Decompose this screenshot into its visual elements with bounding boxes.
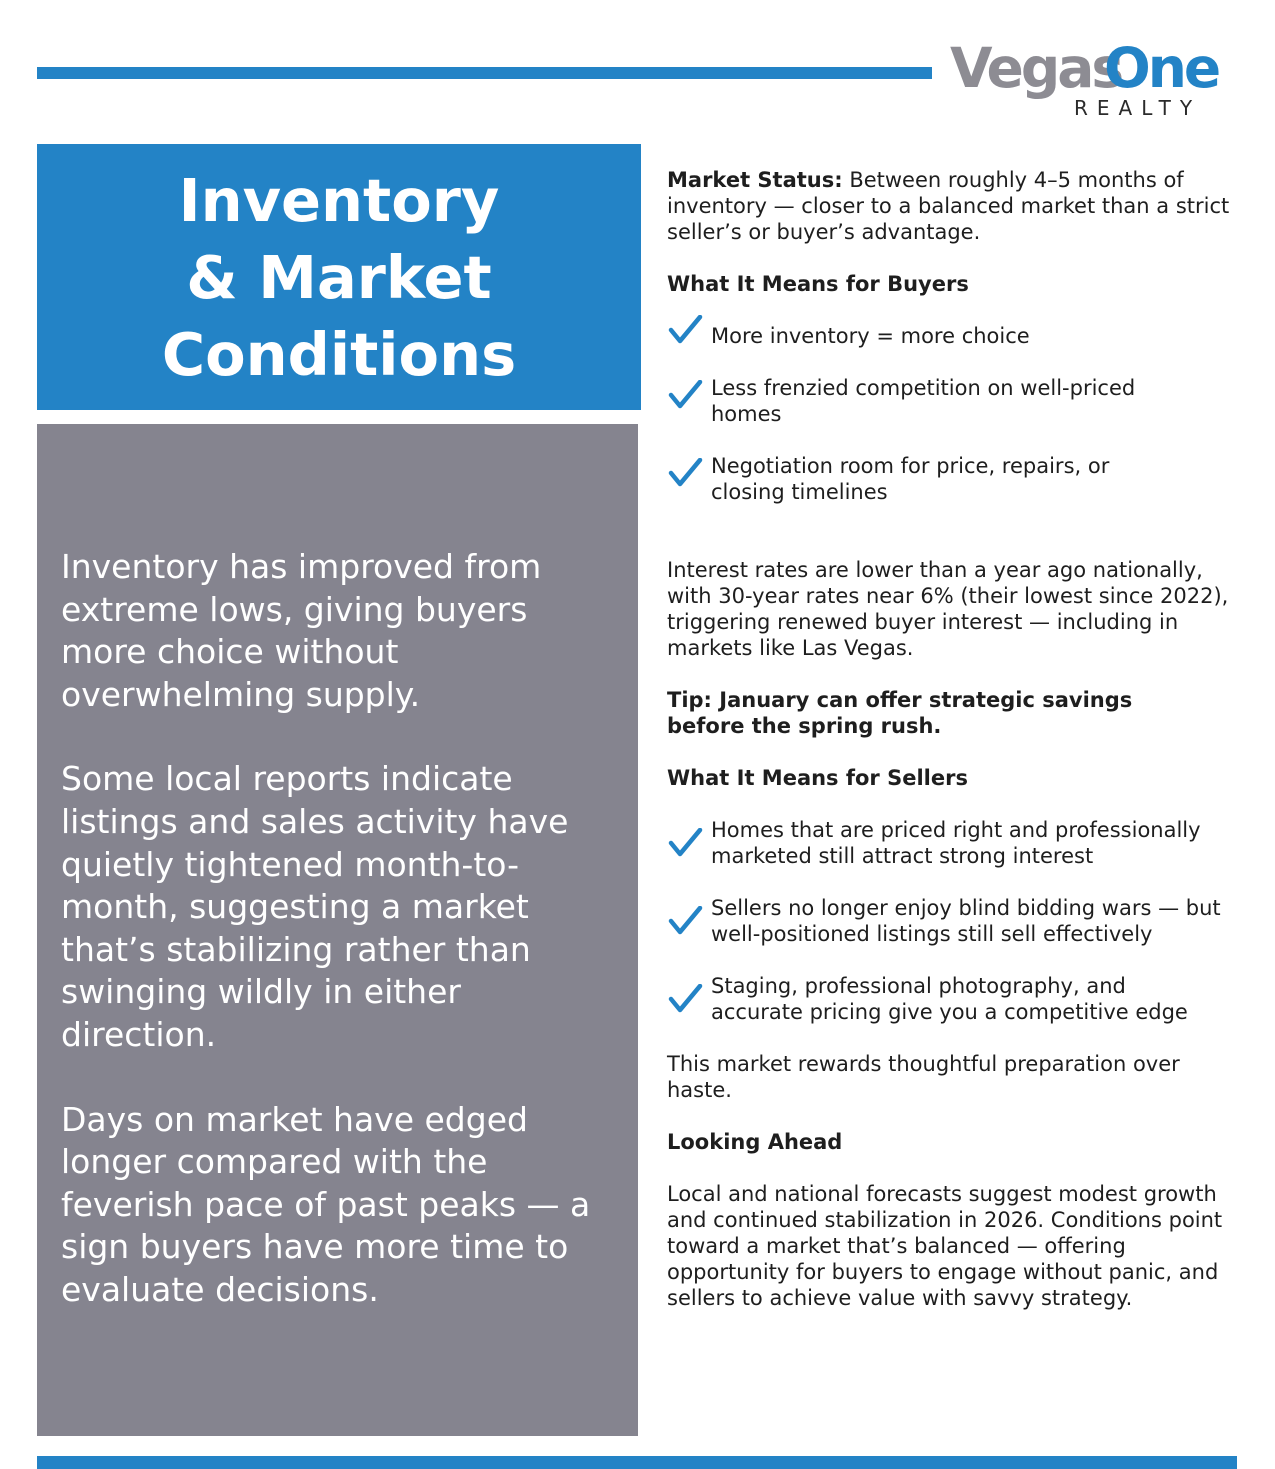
checkmark-icon: [667, 984, 703, 1014]
logo-realty-text: REALTY: [1074, 96, 1202, 120]
market-details-column: [667, 167, 1247, 1311]
page-title: [162, 162, 516, 393]
buyer-benefit-text: Less frenzied competition on well-priced homes: [711, 376, 1136, 426]
logo-vegas-text: Vegas: [950, 36, 1122, 100]
summary-paragraph: Inventory has improved from extreme lows, giving buyers more choice without overwhelming supply.: [61, 547, 542, 714]
looking-ahead-heading: Looking Ahead: [667, 1130, 843, 1154]
summary-paragraph: Some local reports indicate listings and sales activity have quietly tightened month-to-month, suggesting a market that’s stabilizing rather than swinging wildly in either direction.: [61, 759, 569, 1054]
seller-benefit-text: Staging, professional photography, and accurate pricing give you a competitive edge: [711, 974, 1188, 1024]
vegas-one-realty-logo: [948, 36, 1248, 124]
logo-one-text: One: [1104, 36, 1219, 100]
checkmark-icon: [667, 380, 703, 410]
seller-benefit-item: [667, 973, 1247, 1025]
seller-benefit-text: Sellers no longer enjoy blind bidding wars — but well-positioned listings still sell effectively: [711, 896, 1221, 946]
seller-benefit-item: [667, 817, 1247, 869]
market-status-text: Between roughly 4–5 months of inventory — closer to a balanced market than a strict seller’s or buyer’s advantage.: [667, 168, 1230, 244]
title-line-3: Conditions: [161, 319, 517, 389]
checkmark-icon: [667, 828, 703, 858]
buyer-benefit-item: [667, 375, 1247, 427]
title-banner: [37, 144, 641, 410]
checkmark-icon: [667, 315, 703, 345]
header-rule: [37, 67, 932, 79]
buyer-benefit-text: More inventory = more choice: [711, 324, 1030, 348]
summary-paragraph: Days on market have edged longer compared with the feverish pace of past peaks — a sign buyers have more time to evaluate decisions.: [61, 1099, 591, 1309]
seller-benefit-item: [667, 895, 1247, 947]
title-line-2: & Market: [186, 242, 492, 312]
seller-benefit-text: Homes that are priced right and professionally marketed still attract strong interest: [711, 818, 1201, 868]
buyer-benefit-item: [667, 323, 1247, 349]
buyer-benefit-item: [667, 453, 1247, 505]
title-line-1: Inventory: [178, 165, 500, 235]
interest-rates-paragraph: Interest rates are lower than a year ago nationally, with 30-year rates near 6% (their lowest since 2022), triggering renewed buyer interest — including in markets like Las Vegas.: [667, 558, 1229, 660]
checkmark-icon: [667, 906, 703, 936]
tip: Tip: January can offer strategic savings before the spring rush.: [667, 688, 1133, 738]
footer-rule: [37, 1456, 1237, 1469]
market-status-label: Market Status:: [667, 168, 843, 192]
inventory-summary-text: [61, 546, 621, 1354]
sellers-heading: What It Means for Sellers: [667, 766, 968, 790]
market-status: [667, 167, 1247, 245]
checkmark-icon: [667, 458, 703, 488]
buyer-benefit-text: Negotiation room for price, repairs, or closing timelines: [711, 454, 1110, 504]
looking-ahead-text: Local and national forecasts suggest modest growth and continued stabilization in 2026. Conditions point toward a market that’s balanced — offering opportunity for buyers to engage without panic, and sellers to achieve value with savvy strategy.: [667, 1182, 1223, 1310]
buyers-heading: What It Means for Buyers: [667, 272, 969, 296]
rewards-statement: This market rewards thoughtful preparation over haste.: [667, 1052, 1180, 1102]
